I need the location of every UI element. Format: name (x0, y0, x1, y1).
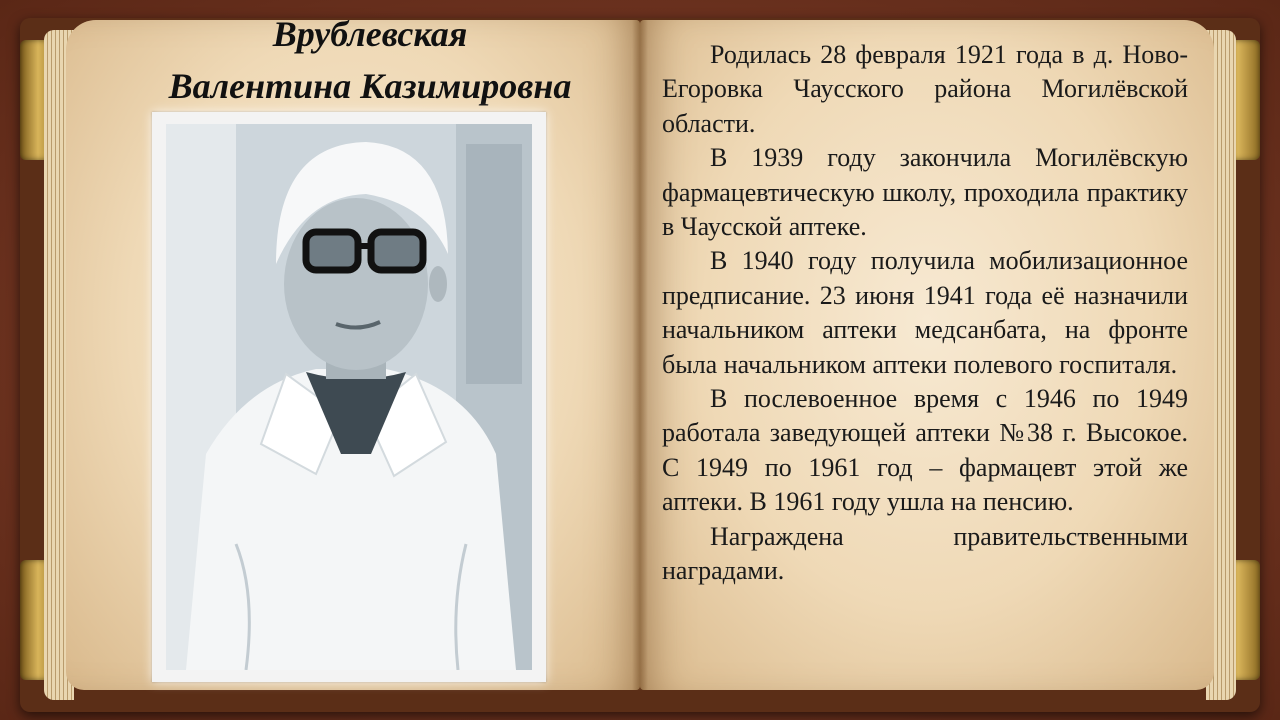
photo-frame (152, 112, 546, 682)
title-given-names: Валентина Казимировна (168, 66, 572, 106)
bio-paragraph-postwar: В послевоенное время с 1946 по 1949 работала заведующей аптеки №38 г. Высокое. С 1949 по 1961 год – фармацевт этой же аптеки. В 1961 году ушла на пенсию. (662, 384, 1188, 517)
bio-paragraph-education: В 1939 году закончила Могилёвскую фармацевтическую школу, проходила практику в Чаусской аптеке. (662, 143, 1188, 242)
bio-paragraph-awards: Награждена правительственными наградами. (662, 521, 1188, 586)
portrait-photo (166, 124, 532, 670)
bio-paragraph-birth: Родилась 28 февраля 1921 года в д. Ново-Егоровка Чаусского района Могилёвской области. (662, 40, 1188, 138)
portrait-illustration (166, 124, 532, 670)
bio-paragraph-war: В 1940 году получила мобилизационное предписание. 23 июня 1941 года её назначили начальником аптеки медсанбата, на фронте была начальником аптеки полевого госпиталя. (662, 246, 1188, 379)
book-spine (632, 20, 648, 690)
biography-text (662, 38, 1188, 589)
title-surname: Врублевская (272, 14, 468, 54)
